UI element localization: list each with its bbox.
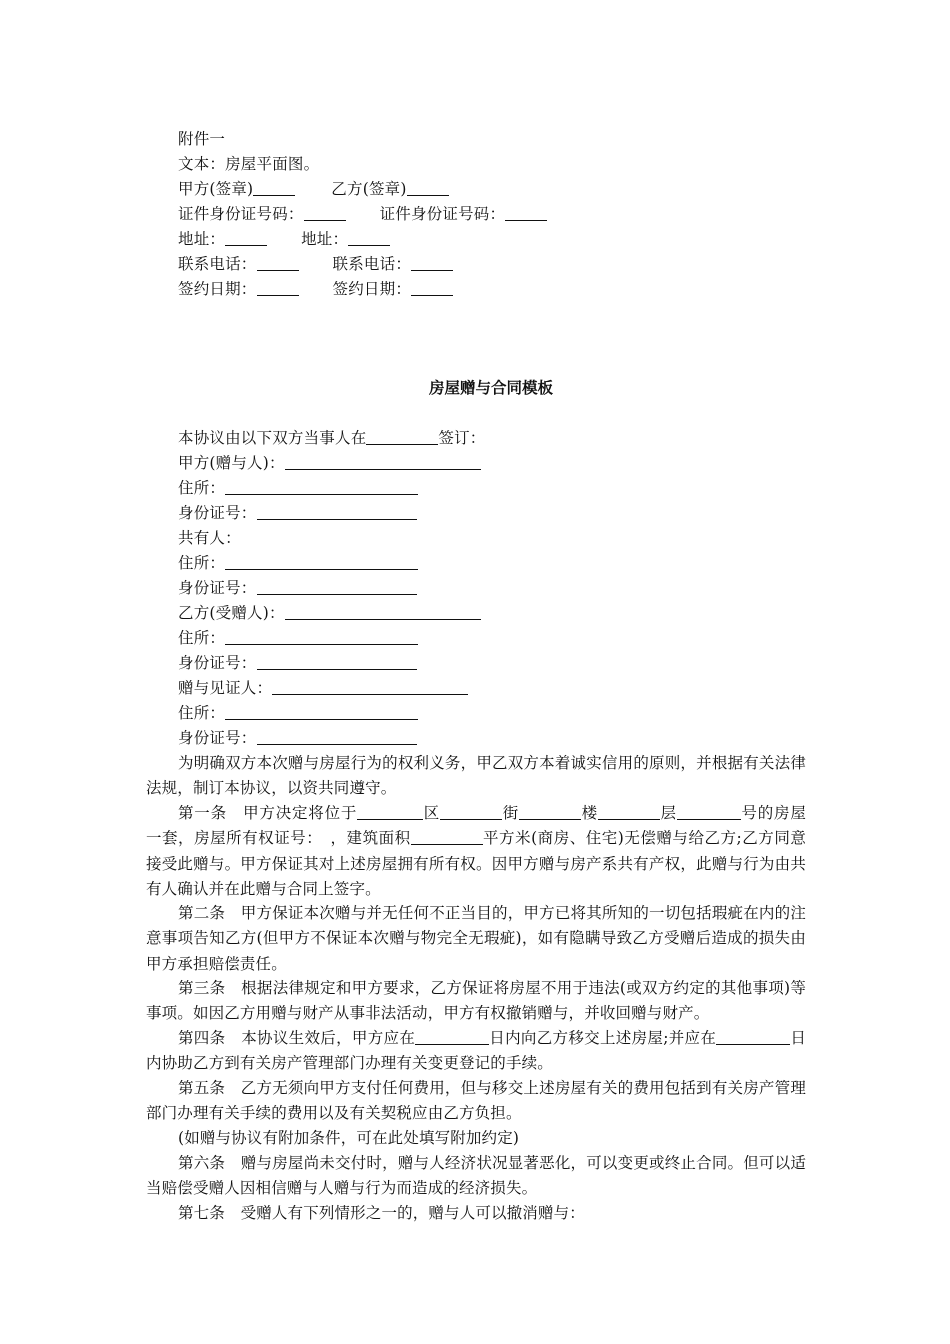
addr-blank-a[interactable]	[225, 229, 267, 246]
residence-label: 住所：	[178, 479, 226, 497]
party-b-row	[178, 601, 481, 626]
id-no-blank[interactable]	[257, 728, 417, 745]
residence-blank[interactable]	[225, 628, 418, 645]
agreement-place-blank[interactable]	[366, 428, 438, 445]
area-blank[interactable]	[411, 828, 483, 845]
agreement-post: 签订：	[438, 429, 486, 447]
party-b-label: 乙方(受赠人)：	[178, 604, 285, 622]
art1-jie: 街	[502, 804, 519, 822]
id-blank-a[interactable]	[304, 204, 346, 221]
date-blank-a[interactable]	[257, 279, 299, 296]
art1-text-a: 第一条 甲方决定将位于	[178, 804, 358, 822]
party-a-residence-row	[178, 476, 418, 501]
party-b-sign-label: 乙方(签章)	[331, 180, 407, 198]
residence-label: 住所：	[178, 554, 226, 572]
id-no-label: 身份证号：	[178, 729, 257, 747]
annex-sign-row	[178, 177, 449, 202]
floor-blank[interactable]	[598, 803, 660, 820]
witness-id-row	[178, 726, 417, 751]
additional-terms-note: (如赠与协议有附加条件，可在此处填写附加约定)	[178, 1129, 520, 1147]
art1-qu: 区	[423, 804, 441, 822]
preamble-paragraph: 为明确双方本次赠与房屋行为的权利义务，甲乙双方本着诚实信用的原则，并根据有关法律法规，制订本协议，以资共同遵守。	[146, 754, 806, 798]
phone-label-a: 联系电话：	[178, 255, 257, 273]
street-blank[interactable]	[440, 803, 502, 820]
party-a-blank[interactable]	[285, 453, 481, 470]
id-no-label: 身份证号：	[178, 654, 257, 672]
witness-blank[interactable]	[272, 678, 468, 695]
co-owner-label: 共有人：	[178, 529, 241, 547]
id-blank-b[interactable]	[505, 204, 547, 221]
co-owner-row	[178, 526, 241, 551]
agreement-pre: 本协议由以下双方当事人在	[178, 429, 367, 447]
party-a-sign-blank[interactable]	[253, 179, 295, 196]
agreement-place-row	[178, 426, 486, 451]
party-a-row	[178, 451, 481, 476]
article-4-paragraph	[146, 1026, 806, 1077]
article-7-paragraph: 第七条 受赠人有下列情形之一的，赠与人可以撤消赠与：	[178, 1204, 585, 1222]
document-title: 房屋赠与合同模板	[428, 379, 553, 397]
district-blank[interactable]	[357, 803, 423, 820]
art4-text-c: 日内协助乙方到有关房产管理部门办理有关变更登记的手续。	[146, 1029, 806, 1073]
phone-blank-a[interactable]	[257, 254, 299, 271]
party-b-residence-row	[178, 626, 418, 651]
co-owner-id-row	[178, 576, 417, 601]
number-blank[interactable]	[677, 803, 741, 820]
party-b-id-row	[178, 651, 417, 676]
party-a-id-row	[178, 501, 417, 526]
witness-label: 赠与见证人：	[178, 679, 273, 697]
art4-text-a: 第四条 本协议生效后，甲方应在	[178, 1029, 416, 1047]
handover-days-blank[interactable]	[415, 1028, 489, 1045]
id-no-label: 身份证号：	[178, 504, 257, 522]
residence-label: 住所：	[178, 704, 226, 722]
addr-label-b: 地址：	[301, 230, 349, 248]
annex-text-line: 文本：房屋平面图。	[178, 155, 320, 173]
id-no-label: 身份证号：	[178, 579, 257, 597]
date-label-a: 签约日期：	[178, 280, 257, 298]
phone-label-b: 联系电话：	[332, 255, 412, 273]
phone-blank-b[interactable]	[411, 254, 453, 271]
id-no-blank[interactable]	[257, 653, 417, 670]
id-label-a: 证件身份证号码：	[178, 205, 304, 223]
party-b-sign-blank[interactable]	[407, 179, 449, 196]
art1-ceng: 层	[659, 804, 677, 822]
article-2-paragraph: 第二条 甲方保证本次赠与并无任何不正当目的，甲方已将其所知的一切包括瑕疵在内的注意事项告知乙方(但甲方不保证本次赠与物完全无瑕疵)，如有隐瞒导致乙方受赠后造成的损失由甲方承担赔偿责任。	[146, 904, 806, 973]
residence-blank[interactable]	[225, 553, 418, 570]
id-no-blank[interactable]	[257, 578, 417, 595]
party-a-label: 甲方(赠与人)：	[178, 454, 285, 472]
art1-lou: 楼	[580, 804, 598, 822]
annex-heading: 附件一	[178, 130, 226, 148]
article-1-paragraph	[146, 801, 806, 902]
annex-id-row	[178, 202, 547, 227]
addr-label-a: 地址：	[178, 230, 226, 248]
party-b-blank[interactable]	[285, 603, 481, 620]
building-blank[interactable]	[519, 803, 581, 820]
date-label-b: 签约日期：	[332, 280, 412, 298]
co-owner-residence-row	[178, 551, 418, 576]
art4-text-b: 日内向乙方移交上述房屋;并应在	[489, 1029, 717, 1047]
article-6-paragraph: 第六条 赠与房屋尚未交付时，赠与人经济状况显著恶化，可以变更或终止合同。但可以适当赔偿受赠人因相信赠与人赠与行为而造成的经济损失。	[146, 1154, 806, 1198]
residence-blank[interactable]	[225, 478, 418, 495]
id-label-b: 证件身份证号码：	[379, 205, 506, 223]
article-3-paragraph: 第三条 根据法律规定和甲方要求，乙方保证将房屋不用于违法(或双方约定的其他事项)等事项。如因乙方用赠与财产从事非法活动，甲方有权撤销赠与，并收回赠与财产。	[146, 979, 806, 1023]
annex-address-row	[178, 227, 390, 252]
date-blank-b[interactable]	[411, 279, 453, 296]
addr-blank-b[interactable]	[348, 229, 390, 246]
residence-label: 住所：	[178, 629, 226, 647]
party-a-sign-label: 甲方(签章)	[178, 180, 254, 198]
id-no-blank[interactable]	[257, 503, 417, 520]
witness-residence-row	[178, 701, 418, 726]
registration-days-blank[interactable]	[716, 1028, 790, 1045]
residence-blank[interactable]	[225, 703, 418, 720]
article-5-paragraph: 第五条 乙方无须向甲方支付任何费用，但与移交上述房屋有关的费用包括到有关房产管理部门办理有关手续的费用以及有关契税应由乙方负担。	[146, 1079, 806, 1123]
art1-text-b: 号的房屋一套，房屋所有权证号： ，建筑面积	[146, 804, 806, 848]
art1-text-c: 平方米(商房、住宅)无偿赠与给乙方;乙方同意接受此赠与。甲方保证其对上述房屋拥有所有权。因甲方赠与房产系共有产权，此赠与行为由共有人确认并在此赠与合同上签字。	[146, 829, 806, 898]
annex-date-row	[178, 277, 453, 302]
annex-phone-row	[178, 252, 453, 277]
witness-row	[178, 676, 468, 701]
